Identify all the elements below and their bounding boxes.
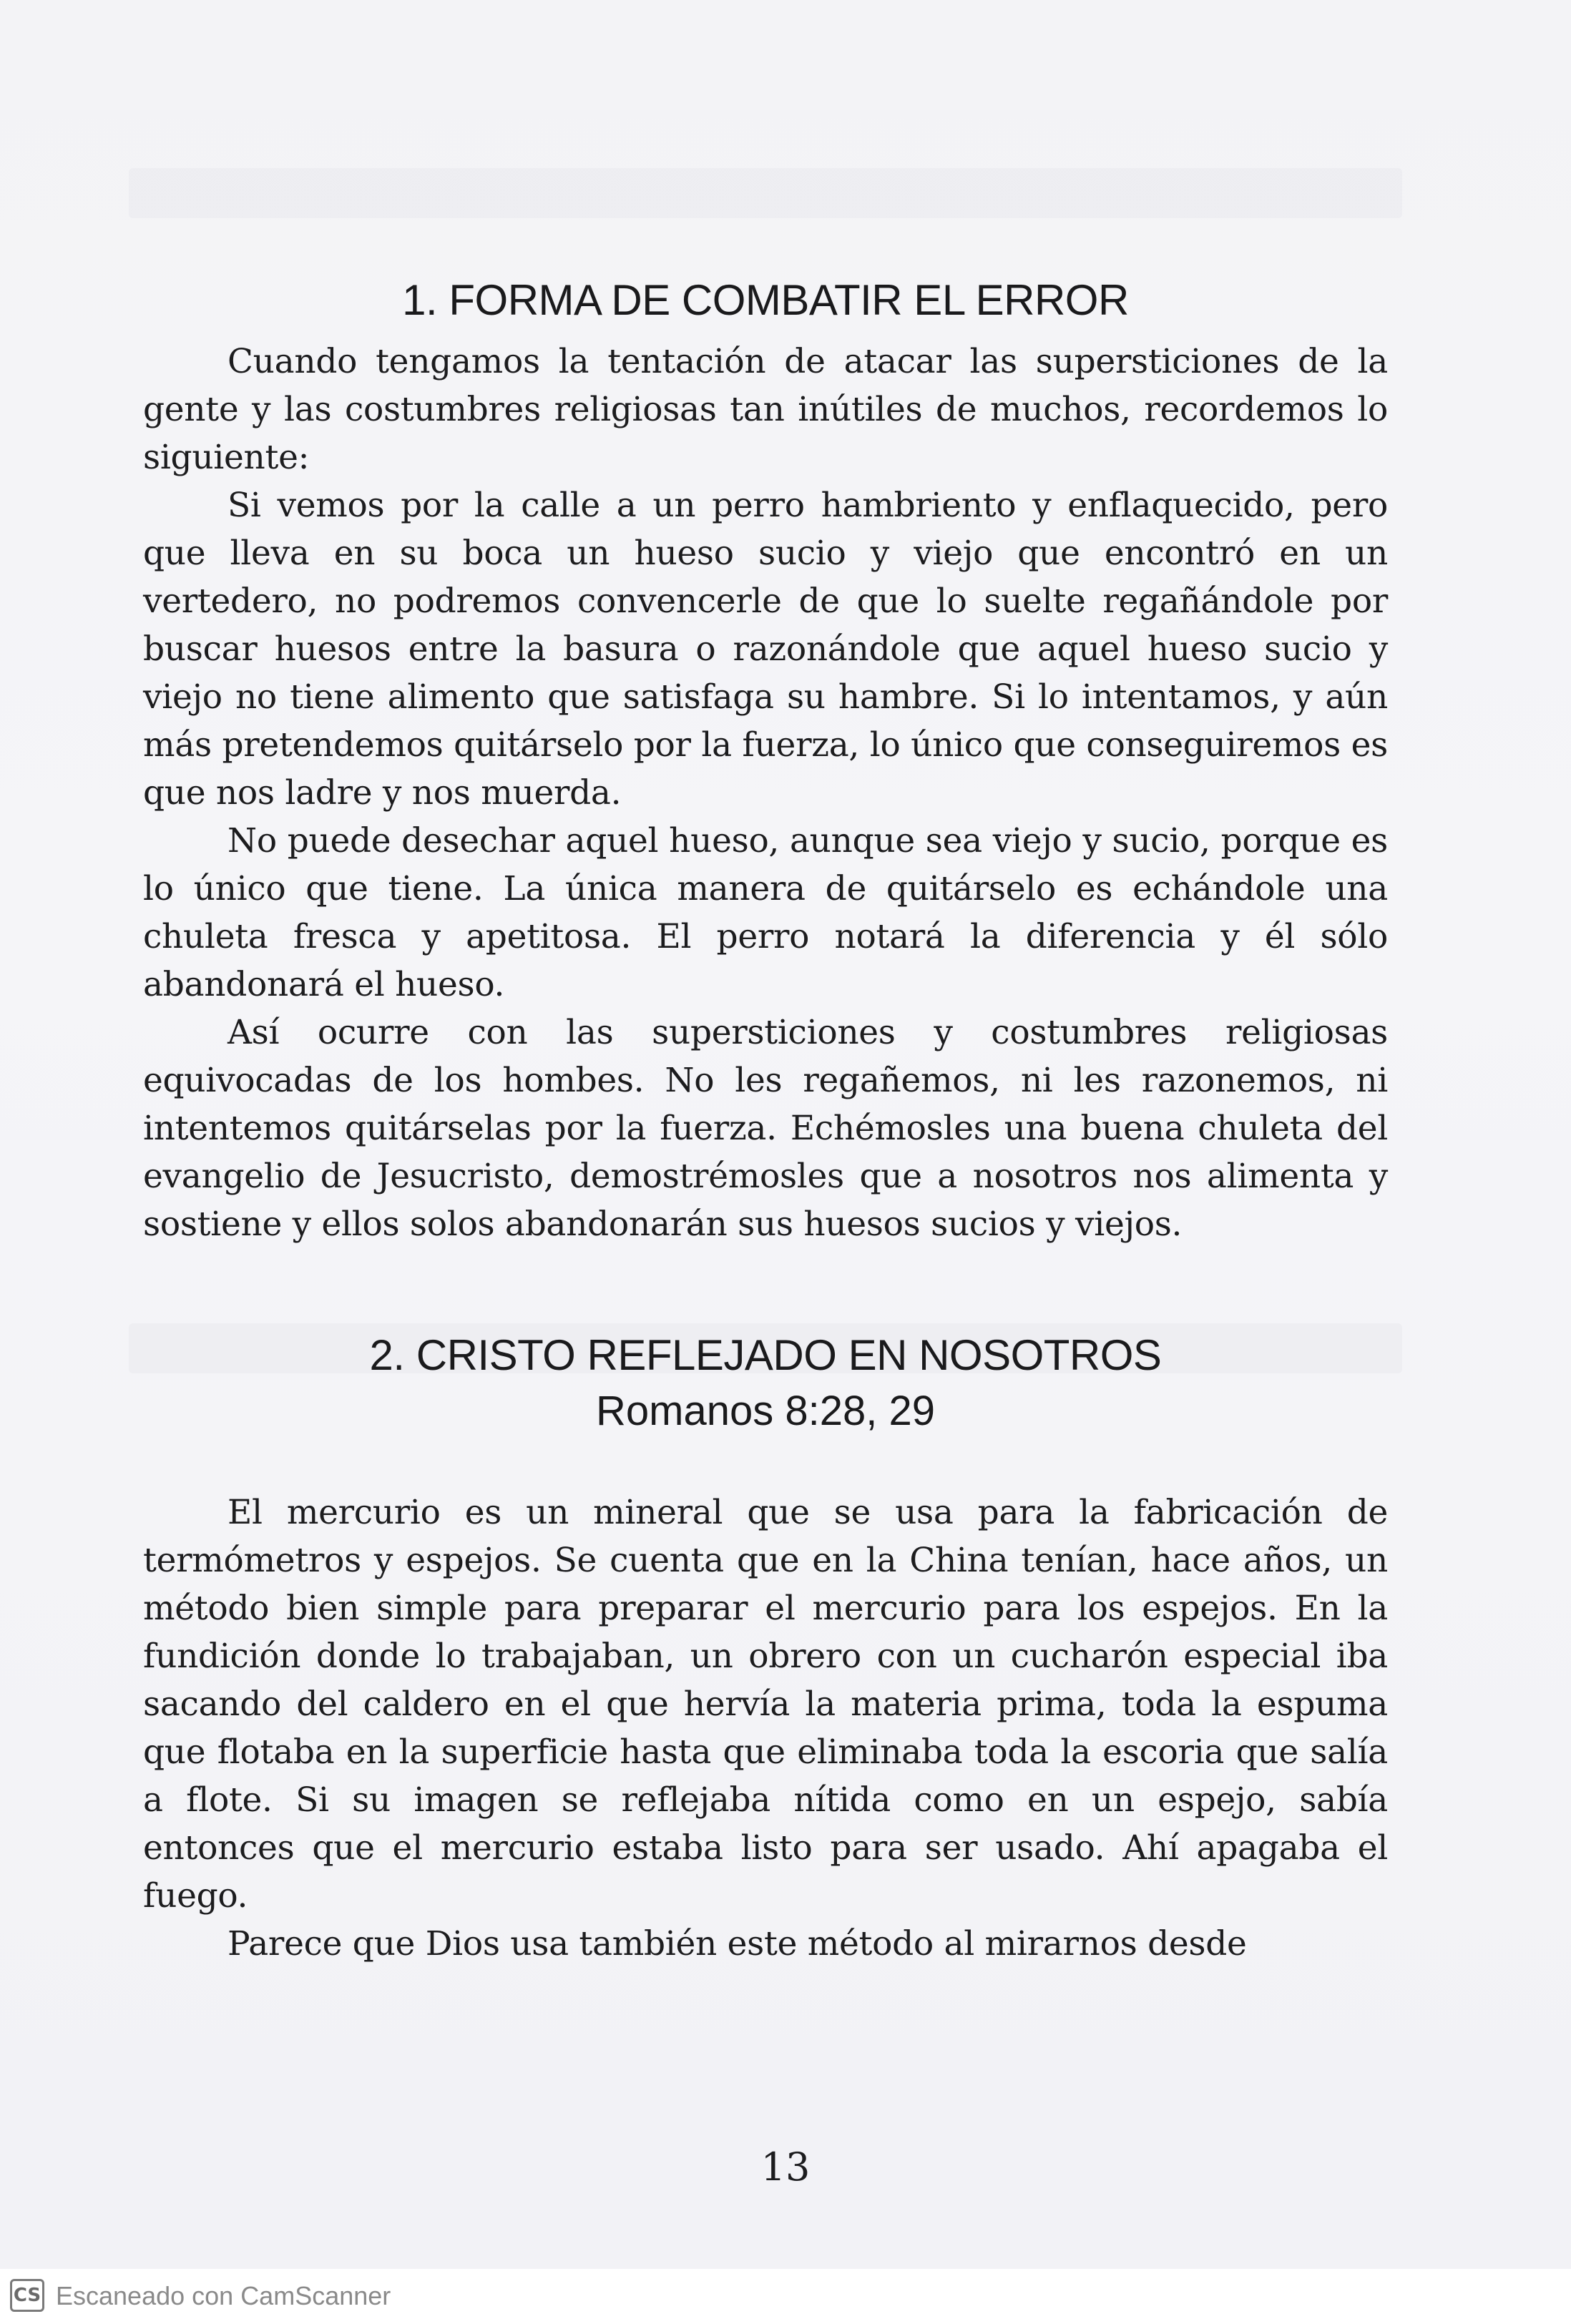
paragraph: Parece que Dios usa también este método al mirarnos desde bbox=[227, 1924, 1247, 1963]
paragraph: El mercurio es un mineral que se usa para la fabricación de termómetros y espejos. Se cuenta que en la China tenían, hace años, un método bien simple para preparar el mercurio para los espejos. En la fundición donde lo trabajaban, un obrero con un cucharón especial iba sacando del caldero en el que hervía la materia prima, toda la espuma que flotaba en la superficie hasta que eliminaba toda la escoria que salía a flote. Si su imagen se reflejaba nítida como en un espejo, sabía entonces que el mercurio estaba listo para ser usado. Ahí apagaba el fuego. bbox=[143, 1493, 1388, 1916]
page-content bbox=[143, 272, 1388, 1968]
scanner-watermark-text: Escaneado con CamScanner bbox=[56, 2281, 391, 2310]
paragraph: Así ocurre con las supersticiones y costumbres religiosas equivocadas de los hombes. No les regañemos, ni les razonemos, ni intentemos quitárselas por la fuerza. Echémosles una buena chuleta del evangelio de Jesucristo, demostrémosles que a nosotros nos alimenta y sostiene y ellos solos abandonarán sus huesos sucios y viejos. bbox=[143, 1013, 1388, 1244]
bleed-through-shadow bbox=[129, 168, 1402, 218]
page-number: 13 bbox=[760, 2144, 811, 2190]
scripture-reference: Romanos 8:28, 29 bbox=[596, 1388, 935, 1434]
section-heading: 2. CRISTO REFLEJADO EN NOSOTROS bbox=[369, 1331, 1162, 1379]
paragraph: Cuando tengamos la tentación de atacar las supersticiones de la gente y las costumbres religiosas tan inútiles de muchos, recordemos lo siguiente: bbox=[143, 342, 1388, 477]
camscanner-logo-icon: CS bbox=[10, 2279, 44, 2312]
section-cristo-reflejado bbox=[143, 1327, 1388, 1968]
section-forma-de-combatir bbox=[143, 272, 1388, 1248]
paragraph: Si vemos por la calle a un perro hambriento y enflaquecido, pero que lleva en su boca un hueso sucio y viejo que encontró en un vertedero, no podremos convencerle de que lo suelte regañándole por buscar huesos entre la basura o razonándole que aquel hueso sucio y viejo no tiene alimento que satisfaga su hambre. Si lo intentamos, y aún más pretendemos quitárselo por la fuerza, lo único que conseguiremos es que nos ladre y nos muerda. bbox=[143, 486, 1388, 813]
section-heading: 1. FORMA DE COMBATIR EL ERROR bbox=[402, 276, 1129, 324]
scanner-footer bbox=[0, 2269, 1571, 2324]
paragraph: No puede desechar aquel hueso, aunque sea viejo y sucio, porque es lo único que tiene. La única manera de quitárselo es echándole una chuleta fresca y apetitosa. El perro notará la diferencia y él sólo abandonará el hueso. bbox=[143, 821, 1388, 1004]
